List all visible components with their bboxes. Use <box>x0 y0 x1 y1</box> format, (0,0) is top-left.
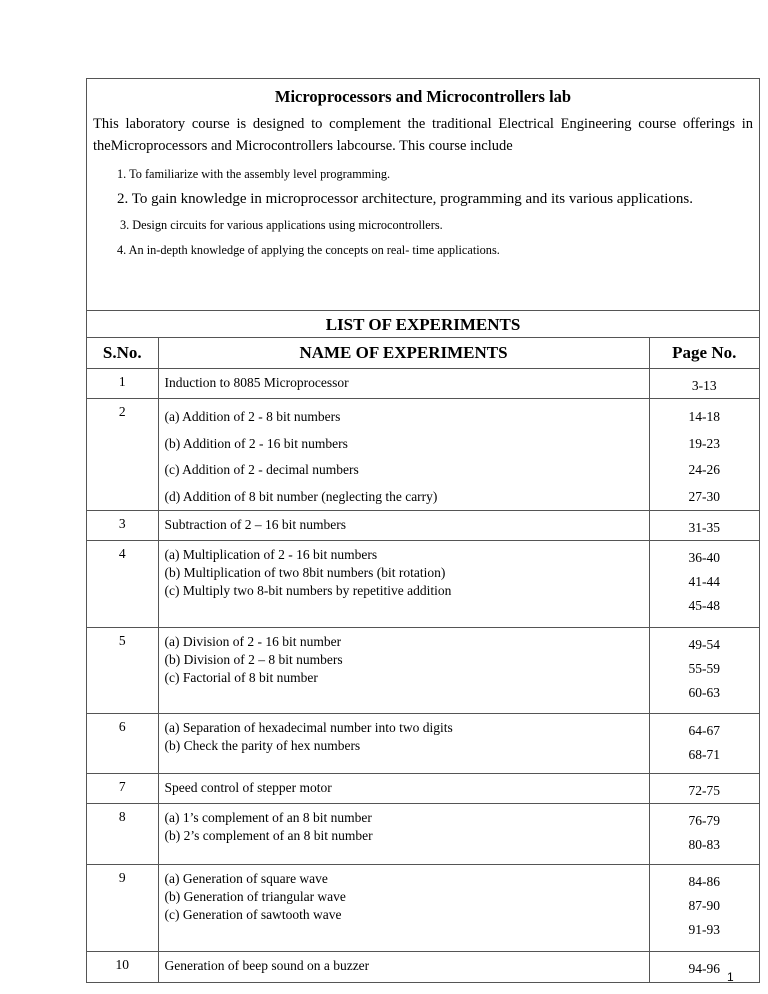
table-row <box>87 369 759 399</box>
row-sno: 9 <box>87 865 158 952</box>
experiment-name: (c) Generation of sawtooth wave <box>164 907 342 922</box>
table-row <box>87 714 759 774</box>
row-names <box>158 399 649 511</box>
objective-item: 1. To familiarize with the assembly level programming. <box>117 167 391 181</box>
row-names <box>158 541 649 628</box>
page-range: 84-86 <box>688 874 720 889</box>
experiment-name: (d) Addition of 8 bit number (neglecting the carry) <box>164 488 438 504</box>
page-number: 1 <box>727 970 734 984</box>
row-names <box>158 774 649 804</box>
row-sno: 5 <box>87 628 158 714</box>
row-pages <box>649 804 759 865</box>
row-pages <box>649 541 759 628</box>
experiment-name: (a) Multiplication of 2 - 16 bit numbers <box>164 547 378 562</box>
page-range: 76-79 <box>688 813 720 828</box>
page-range: 24-26 <box>688 462 720 477</box>
experiment-name: (b) Generation of triangular wave <box>164 889 346 904</box>
row-pages <box>649 952 759 982</box>
experiment-name: (a) Division of 2 - 16 bit number <box>164 634 342 649</box>
intro-section <box>87 87 759 311</box>
row-names <box>158 804 649 865</box>
page-range: 60-63 <box>688 685 720 700</box>
experiment-name: (a) Addition of 2 - 8 bit numbers <box>164 409 341 424</box>
page-range: 91-93 <box>688 922 720 937</box>
experiment-name: (c) Addition of 2 - decimal numbers <box>164 462 359 477</box>
page-range: 14-18 <box>688 409 720 424</box>
page-range: 55-59 <box>688 661 720 676</box>
experiment-name: Generation of beep sound on a buzzer <box>164 958 370 973</box>
row-names <box>158 714 649 774</box>
row-names <box>158 511 649 541</box>
experiment-name: Subtraction of 2 – 16 bit numbers <box>164 517 346 532</box>
list-heading: LIST OF EXPERIMENTS <box>87 311 759 338</box>
page-range: 72-75 <box>688 783 720 798</box>
row-names <box>158 628 649 714</box>
row-pages <box>649 369 759 399</box>
row-names <box>158 865 649 952</box>
experiment-name: (b) Division of 2 – 8 bit numbers <box>164 652 343 667</box>
row-pages <box>649 865 759 952</box>
column-header-sno: S.No. <box>87 338 158 369</box>
page-range: 31-35 <box>688 520 720 535</box>
row-sno: 1 <box>87 369 158 399</box>
row-names <box>158 952 649 982</box>
experiment-name: (c) Factorial of 8 bit number <box>164 670 318 685</box>
page-range: 45-48 <box>688 598 720 613</box>
row-sno: 7 <box>87 774 158 804</box>
page-range: 19-23 <box>688 435 720 451</box>
row-sno: 2 <box>87 399 158 511</box>
table-row <box>87 511 759 541</box>
row-sno: 4 <box>87 541 158 628</box>
experiment-name: Speed control of stepper motor <box>164 780 332 795</box>
row-sno: 10 <box>87 952 158 982</box>
page-range: 49-54 <box>688 637 720 652</box>
page-range: 87-90 <box>688 898 720 913</box>
row-pages <box>649 774 759 804</box>
row-pages <box>649 399 759 511</box>
experiments-table <box>87 338 759 982</box>
intro-paragraph: This laboratory course is designed to complement the traditional Electrical Engineering course offerings in theMicroprocessors and Microcontrollers labcourse. This course include <box>93 116 753 154</box>
objective-item: 3. Design circuits for various applications using microcontrollers. <box>120 218 443 232</box>
row-pages <box>649 511 759 541</box>
row-sno: 8 <box>87 804 158 865</box>
column-header-page: Page No. <box>649 338 759 369</box>
objective-item: 2. To gain knowledge in microprocessor architecture, programming and its various applications. <box>117 191 694 207</box>
experiment-name: Induction to 8085 Microprocessor <box>164 375 349 390</box>
row-pages <box>649 714 759 774</box>
experiment-name: (b) 2’s complement of an 8 bit number <box>164 828 373 843</box>
page-range: 3-13 <box>691 378 717 393</box>
table-row <box>87 804 759 865</box>
table-row <box>87 952 759 982</box>
row-names <box>158 369 649 399</box>
page-title: Microprocessors and Microcontrollers lab <box>274 87 572 106</box>
experiment-name: (b) Addition of 2 - 16 bit numbers <box>164 435 348 451</box>
row-sno: 6 <box>87 714 158 774</box>
experiment-name: (c) Multiply two 8-bit numbers by repetitive addition <box>164 583 452 598</box>
experiment-name: (b) Check the parity of hex numbers <box>164 738 361 753</box>
page-range: 94-96 <box>688 961 720 976</box>
page-range: 36-40 <box>688 550 720 565</box>
page-range: 80-83 <box>688 837 720 852</box>
objective-item: 4. An in-depth knowledge of applying the concepts on real- time applications. <box>117 243 500 257</box>
page-range: 41-44 <box>688 574 720 589</box>
page-range: 64-67 <box>688 723 720 738</box>
page-range: 68-71 <box>688 747 720 762</box>
row-sno: 3 <box>87 511 158 541</box>
document-box <box>86 78 760 983</box>
table-row <box>87 399 759 511</box>
table-row <box>87 628 759 714</box>
page-range: 27-30 <box>688 488 720 504</box>
experiment-name: (a) Separation of hexadecimal number into two digits <box>164 720 453 735</box>
experiment-name: (a) Generation of square wave <box>164 871 328 886</box>
table-row <box>87 865 759 952</box>
table-row <box>87 541 759 628</box>
experiment-name: (a) 1’s complement of an 8 bit number <box>164 810 372 825</box>
row-pages <box>649 628 759 714</box>
table-row <box>87 774 759 804</box>
column-header-name: NAME OF EXPERIMENTS <box>158 338 649 369</box>
experiment-name: (b) Multiplication of two 8bit numbers (bit rotation) <box>164 565 446 580</box>
